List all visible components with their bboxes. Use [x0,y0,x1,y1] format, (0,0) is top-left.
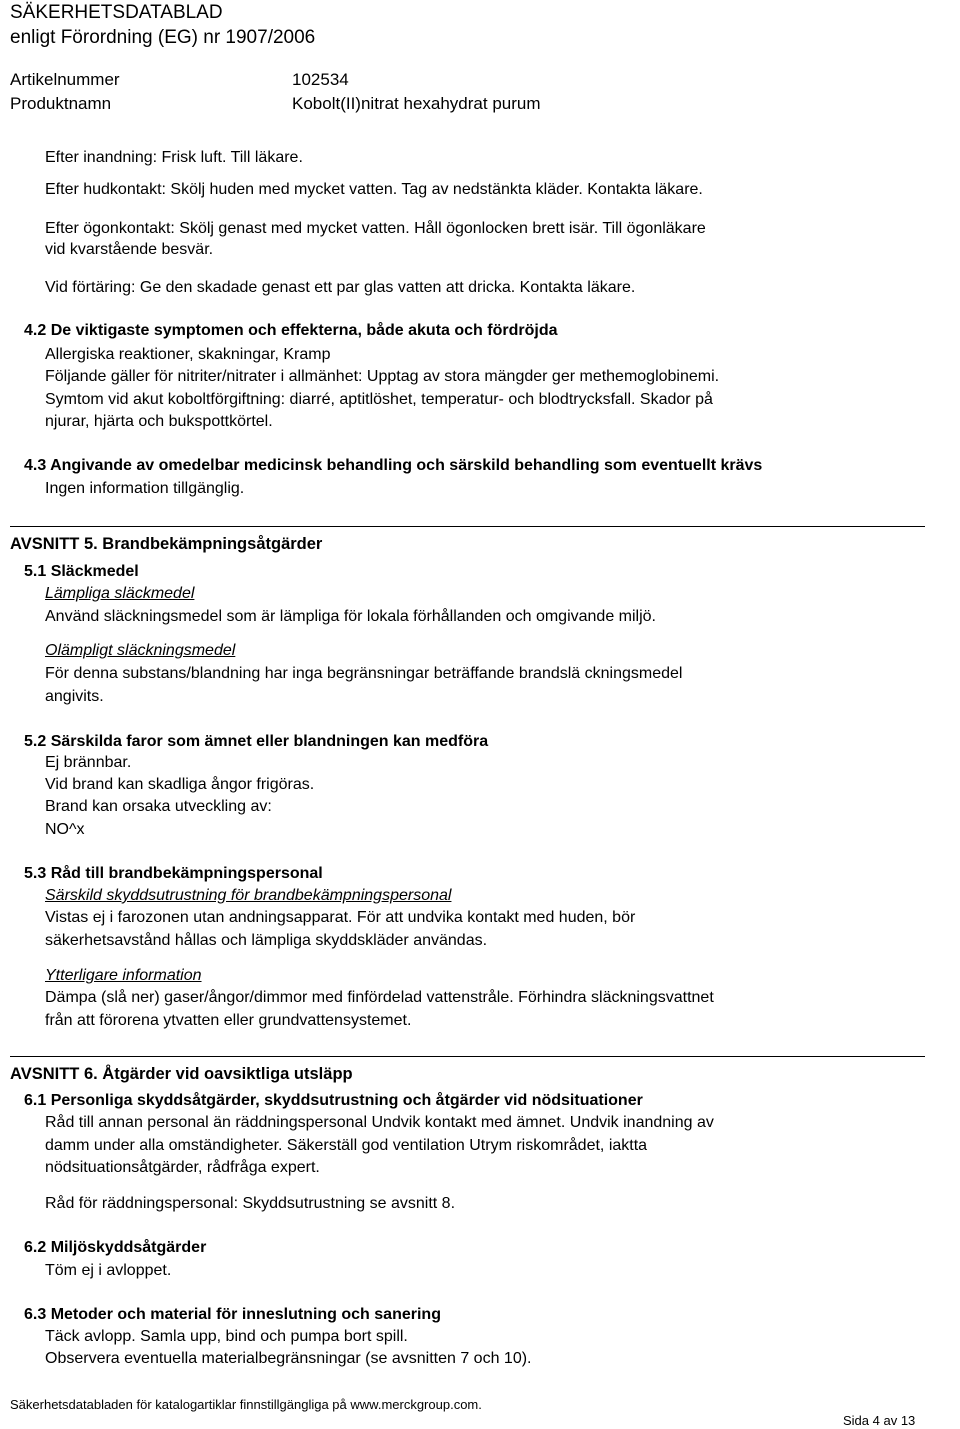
subsection-4-2-heading: 4.2 De viktigaste symptomen och effekterna, både akuta och fördröjda [24,322,558,339]
page-number: Sida 4 av 13 [843,1413,916,1428]
product-name-label: Produktnamn [10,94,112,113]
first-aid-eye-cont: vid kvarstående besvär. [45,241,214,258]
s4-2-line: njurar, hjärta och bukspottkörtel. [45,413,273,430]
s6-1-line: nödsituationsåtgärder, rådfråga expert. [45,1159,320,1176]
s4-2-line: Allergiska reaktioner, skakningar, Kramp [45,346,331,363]
section-6-title: AVSNITT 6. Åtgärder vid oavsiktliga utsläpp [10,1065,353,1083]
document-title: SÄKERHETSDATABLAD [10,2,223,23]
unsuitable-media-text: För denna substans/blandning har inga begränsningar beträffande brandslä ckningsmedel [45,665,683,682]
firefighter-ppe-text-cont: säkerhetsavstånd hållas och lämpliga skyddskläder användas. [45,932,488,949]
first-aid-eye: Efter ögonkontakt: Skölj genast med mycket vatten. Håll ögonlocken brett isär. Till ögonläkare [45,220,706,237]
article-number-value: 102534 [292,70,349,89]
section-5-title: AVSNITT 5. Brandbekämpningsåtgärder [10,535,323,553]
firefighter-ppe-text: Vistas ej i farozonen utan andningsapparat. För att undvika kontakt med huden, bör [45,909,636,926]
footer-note: Säkerhetsdatabladen för katalogartiklar finnstillgängliga på www.merckgroup.com. [10,1397,482,1412]
subsection-6-2-heading: 6.2 Miljöskyddsåtgärder [24,1239,207,1256]
subsection-5-1-heading: 5.1 Släckmedel [24,563,139,580]
s4-2-line: Följande gäller för nitriter/nitrater i allmänhet: Upptag av stora mängder ger methemoglobinemi. [45,368,720,385]
article-number-label: Artikelnummer [10,70,120,89]
s6-1-line: Råd till annan personal än räddningspersonal Undvik kontakt med ämnet. Undvik inandning av [45,1114,714,1131]
subsection-5-3-heading: 5.3 Råd till brandbekämpningspersonal [24,865,323,882]
s4-2-line: Symtom vid akut koboltförgiftning: diarré, aptitlöshet, temperatur- och blodtrycksfall. Skador på [45,391,713,408]
section-divider [10,526,925,527]
s6-1-line: damm under alla omständigheter. Säkerställ god ventilation Utrym riskområdet, iaktta [45,1137,648,1154]
product-name-value: Kobolt(II)nitrat hexahydrat purum [292,94,541,113]
s6-3-line: Observera eventuella materialbegränsningar (se avsnitten 7 och 10). [45,1350,532,1367]
subsection-5-2-heading: 5.2 Särskilda faror som ämnet eller blandningen kan medföra [24,733,489,750]
section-divider [10,1056,925,1057]
subsection-4-3-heading: 4.3 Angivande av omedelbar medicinsk behandling och särskild behandling som eventuellt krävs [24,457,763,474]
s5-2-line: Ej brännbar. [45,754,132,771]
firefighter-ppe-label: Särskild skyddsutrustning för brandbekämpningspersonal [45,887,452,904]
first-aid-ingestion: Vid förtäring: Ge den skadade genast ett par glas vatten att dricka. Kontakta läkare. [45,279,636,296]
first-aid-skin: Efter hudkontakt: Skölj huden med mycket vatten. Tag av nedstänkta kläder. Kontakta läkare. [45,181,703,198]
s6-3-line: Täck avlopp. Samla upp, bind och pumpa bort spill. [45,1328,408,1345]
suitable-media-text: Använd släckningsmedel som är lämpliga för lokala förhållanden och omgivande miljö. [45,608,656,625]
subsection-6-3-heading: 6.3 Metoder och material för inneslutning och sanering [24,1306,441,1323]
unsuitable-media-text-cont: angivits. [45,688,104,705]
first-aid-inhalation: Efter inandning: Frisk luft. Till läkare. [45,149,303,166]
unsuitable-media-label: Olämpligt släckningsmedel [45,642,236,659]
regulation-line: enligt Förordning (EG) nr 1907/2006 [10,27,316,48]
s6-2-line: Töm ej i avloppet. [45,1262,172,1279]
further-info-text-cont: från att förorena ytvatten eller grundvattensystemet. [45,1012,412,1029]
s5-2-line: NO^x [45,821,85,838]
s5-2-line: Vid brand kan skadliga ångor frigöras. [45,776,315,793]
s6-1-line: Råd för räddningspersonal: Skyddsutrustning se avsnitt 8. [45,1195,456,1212]
suitable-media-label: Lämpliga släckmedel [45,585,195,602]
subsection-6-1-heading: 6.1 Personliga skyddsåtgärder, skyddsutrustning och åtgärder vid nödsituationer [24,1092,643,1109]
s5-2-line: Brand kan orsaka utveckling av: [45,798,272,815]
further-info-label: Ytterligare information [45,967,202,984]
further-info-text: Dämpa (slå ner) gaser/ångor/dimmor med finfördelad vattenstråle. Förhindra släckningsvattnet [45,989,714,1006]
s4-3-line: Ingen information tillgänglig. [45,480,245,497]
